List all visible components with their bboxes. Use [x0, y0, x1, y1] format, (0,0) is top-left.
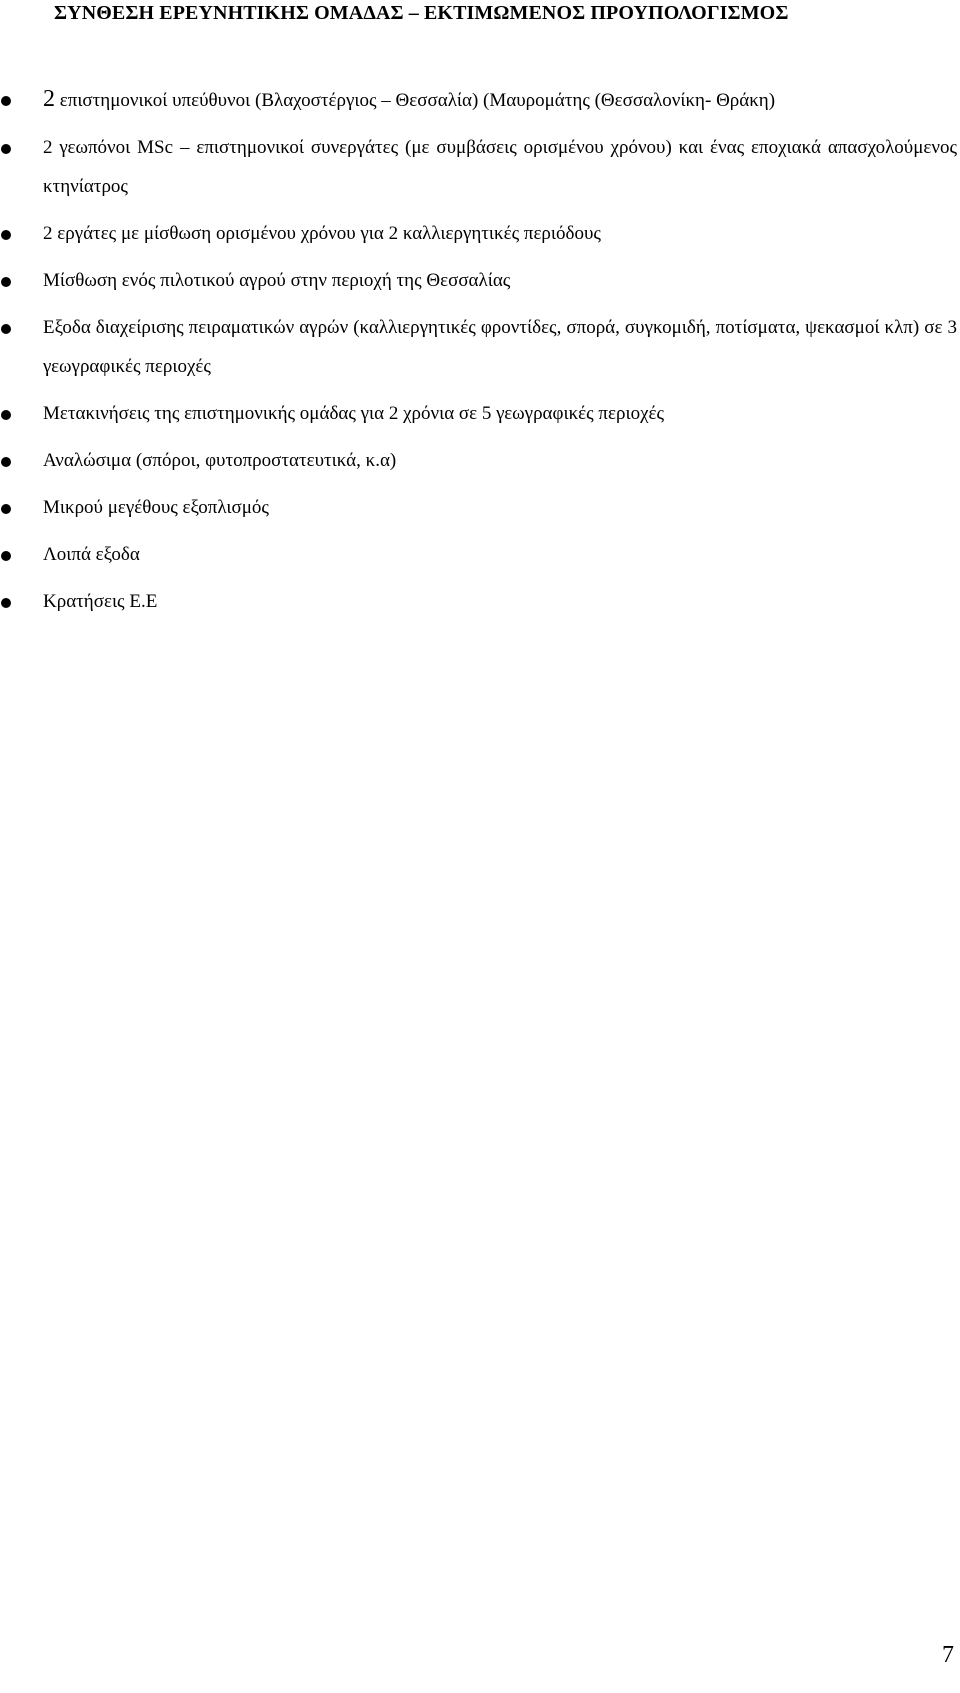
list-item-lead: 2 [43, 86, 55, 112]
list-item [0, 308, 957, 386]
bullet-dot-icon [1, 144, 11, 154]
list-item-text: επιστημονικοί υπεύθυνοι (Βλαχοστέργιος – Θεσσαλία) (Μαυρομάτης (Θεσσαλονίκη- Θράκη) [55, 90, 776, 111]
list-item-text: Αναλώσιμα (σπόροι, φυτοπροστατευτικά, κ.α) [43, 450, 397, 471]
list-item-text: 2 εργάτες με μίσθωση ορισμένου χρόνου για 2 καλλιεργητικές περιόδους [43, 223, 601, 244]
list-item-text: Μικρού μεγέθους εξοπλισμός [43, 497, 269, 518]
list-item [0, 214, 957, 253]
bullet-dot-icon [1, 96, 11, 106]
list-item-text: Λοιπά εξοδα [43, 544, 140, 565]
list-item [0, 535, 957, 574]
bullet-dot-icon [1, 410, 11, 420]
bullet-dot-icon [1, 504, 11, 514]
bullet-dot-icon [1, 230, 11, 240]
page-number: 7 [942, 1642, 954, 1668]
list-item [0, 394, 957, 433]
list-item [0, 441, 957, 480]
bullet-dot-icon [1, 551, 11, 561]
bullet-dot-icon [1, 598, 11, 608]
list-item [0, 128, 957, 206]
bullet-dot-icon [1, 277, 11, 287]
list-item-text: Κρατήσεις Ε.Ε [43, 591, 158, 612]
budget-bullet-list [0, 80, 960, 629]
list-item [0, 80, 957, 120]
bullet-dot-icon [1, 457, 11, 467]
bullet-dot-icon [1, 324, 11, 334]
list-item [0, 261, 957, 300]
list-item [0, 488, 957, 527]
list-item-text: Εξοδα διαχείρισης πειραματικών αγρών (καλλιεργητικές φροντίδες, σπορά, συγκομιδή, ποτίσματα, ψεκασμοί κλπ) σε 3 γεωγραφικές περιοχές [43, 317, 957, 377]
list-item-text: 2 γεωπόνοι MSc – επιστημονικοί συνεργάτες (με συμβάσεις ορισμένου χρόνου) και ένας εποχιακά απασχολούμενος κτηνίατρος [43, 137, 957, 197]
list-item-text: Μετακινήσεις της επιστημονικής ομάδας για 2 χρόνια σε 5 γεωγραφικές περιοχές [43, 403, 665, 424]
page-title: ΣΥΝΘΕΣΗ ΕΡΕΥΝΗΤΙΚΗΣ ΟΜΑΔΑΣ – ΕΚΤΙΜΩΜΕΝΟΣ ΠΡΟΥΠΟΛΟΓΙΣΜΟΣ [54, 2, 789, 24]
list-item-text: Μίσθωση ενός πιλοτικού αγρού στην περιοχή της Θεσσαλίας [43, 270, 511, 291]
list-item [0, 582, 957, 621]
